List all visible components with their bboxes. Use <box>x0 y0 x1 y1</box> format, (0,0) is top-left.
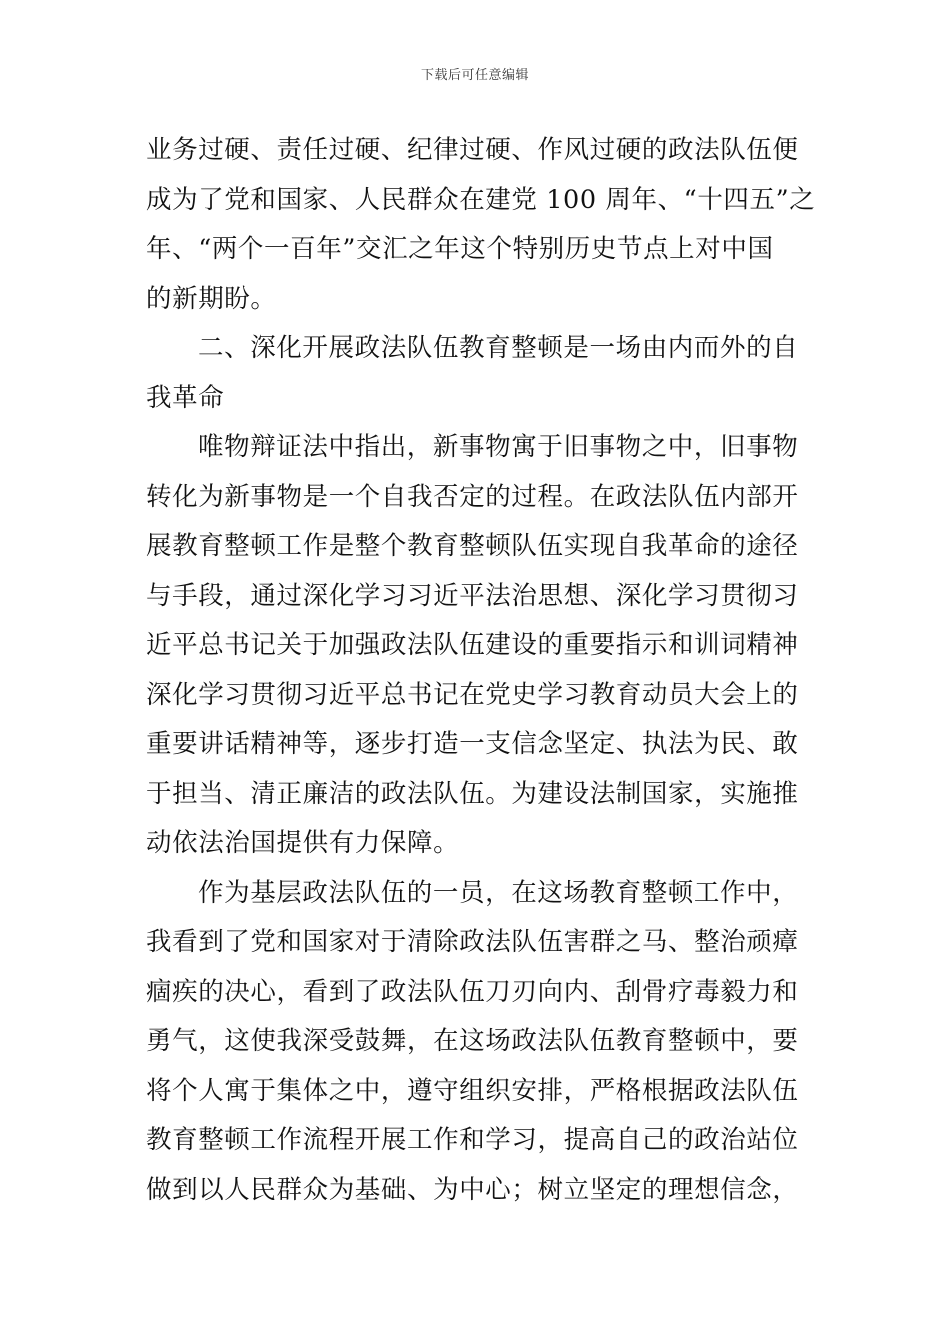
text-line: 痼疾的决心，看到了政法队伍刀刃向内、刮骨疗毒毅力和 <box>146 976 799 1007</box>
section-heading-line: 我革命 <box>146 382 225 413</box>
text-line: 年、“两个一百年”交汇之年这个特别历史节点上对中国 <box>146 234 774 264</box>
text-line: 于担当、清正廉洁的政法队伍。为建设法制国家，实施推 <box>146 778 799 809</box>
text-line: 动依法治国提供有力保障。 <box>146 828 460 858</box>
text-line: 唯物辩证法中指出，新事物寓于旧事物之中，旧事物 <box>198 432 799 462</box>
text-line: 展教育整顿工作是整个教育整顿队伍实现自我革命的途径 <box>146 531 799 561</box>
text-line: 成为了党和国家、人民群众在建党 100 周年、“十四五”之 <box>146 184 816 215</box>
section-heading-line: 二、深化开展政法队伍教育整顿是一场由内而外的自 <box>198 333 799 363</box>
text-line: 近平总书记关于加强政法队伍建设的重要指示和训词精神 <box>146 630 799 660</box>
text-line: 我看到了党和国家对于清除政法队伍害群之马、整治顽瘴 <box>146 927 799 957</box>
text-line: 教育整顿工作流程开展工作和学习，提高自己的政治站位 <box>146 1125 799 1155</box>
text-line: 勇气，这使我深受鼓舞，在这场政法队伍教育整顿中，要 <box>146 1026 799 1056</box>
text-line: 重要讲话精神等，逐步打造一支信念坚定、执法为民、敢 <box>146 729 799 759</box>
text-line: 转化为新事物是一个自我否定的过程。在政法队伍内部开 <box>146 481 799 512</box>
text-line: 深化学习贯彻习近平总书记在党史学习教育动员大会上的 <box>146 679 799 710</box>
text-line: 将个人寓于集体之中，遵守组织安排，严格根据政法队伍 <box>146 1075 799 1106</box>
document-body <box>146 126 816 1215</box>
text-line: 的新期盼。 <box>146 283 277 314</box>
text-line: 业务过硬、责任过硬、纪律过硬、作风过硬的政法队伍便 <box>146 135 799 165</box>
text-line: 与手段，通过深化学习习近平法治思想、深化学习贯彻习 <box>146 580 799 611</box>
text-line: 作为基层政法队伍的一员，在这场教育整顿工作中， <box>198 877 799 908</box>
text-line: 做到以人民群众为基础、为中心；树立坚定的理想信念， <box>146 1174 799 1205</box>
page-header-note: 下载后可任意编辑 <box>420 68 529 83</box>
